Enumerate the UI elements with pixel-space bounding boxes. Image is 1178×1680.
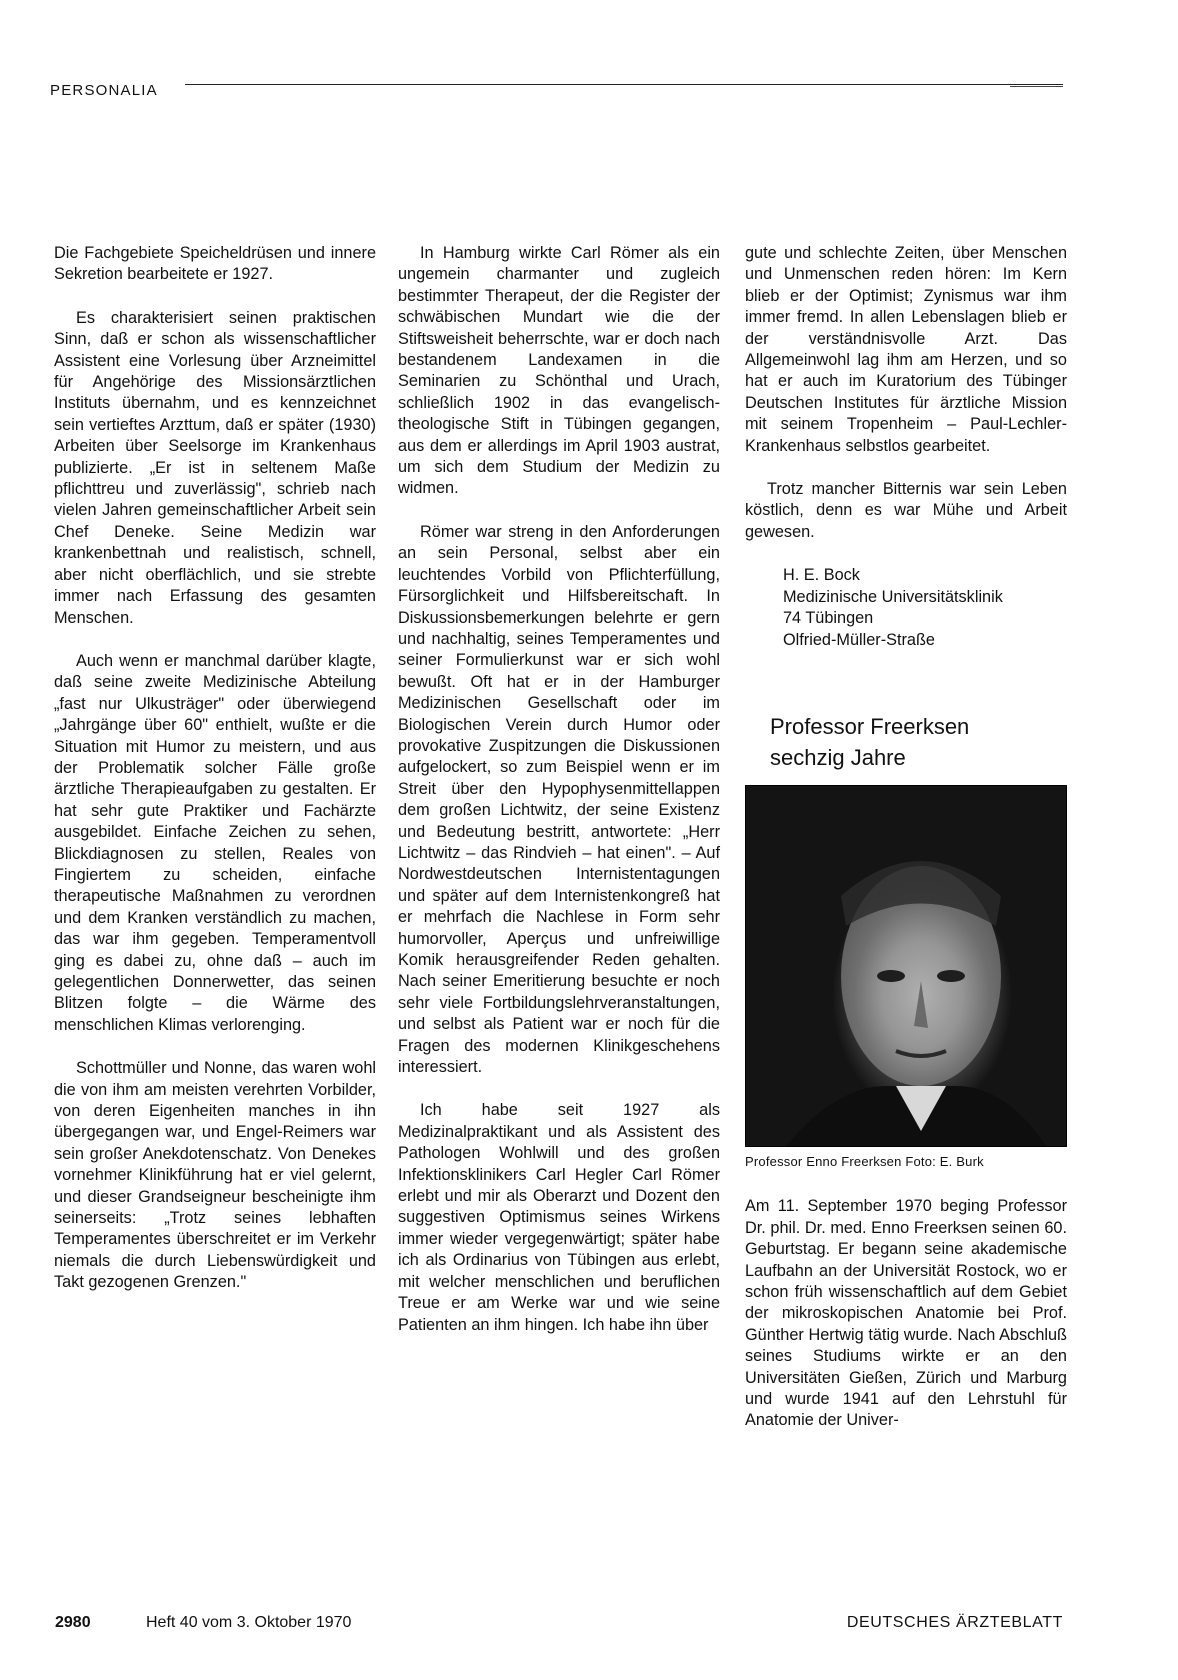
author-institution: Medizinische Universitätsklinik [783, 587, 1003, 606]
issue-info: Heft 40 vom 3. Oktober 1970 [146, 1614, 352, 1631]
portrait-photo [745, 785, 1067, 1147]
paragraph: Auch wenn er manchmal darüber klagte, daß seine zweite Medizinische Abteilung „fast nur Ulkusträger" oder überwiegend „Jahrgänge über 60" enthielt, wußte er die Situation mit Humor zu meistern, und aus der Problematik solcher Fälle große ärztliche Therapieaufgaben zu gestalten. Er hat sehr gute Praktiker und Fachärzte ausgebildet. Einfache Zeichen zu sehen, Blickdiagnosen zu stellen, Reales von Fingiertem zu scheiden, einfache therapeutische Maßnahmen zu verordnen und dem Kranken verständlich zu machen, das war ihm gegeben. Temperamentvoll ging es dabei zu, ohne daß – auch im gelegentlichen Donnerwetter, das seinen Blitzen folgte – die Wärme des menschlichen Klimas verlorenging. [54, 651, 376, 1034]
paragraph: Schottmüller und Nonne, das waren wohl die von ihm am meisten verehrten Vorbilder, von deren Eigenheiten manches in ihn übergegangen war, und Engel-Reimers war sein großer Anekdotenschatz. Von Denekes vornehmer Klinikführung hat er viel gelernt, und dieser Grandseigneur bescheinigte ihm seinerseits: „Trotz seines lebhaften Temperamentes überschreitet er im Verkehr niemals die durch Liebenswürdigkeit und Takt gezogenen Grenzen." [54, 1059, 376, 1292]
paragraph: Römer war streng in den Anforderungen an sein Personal, selbst aber ein leuchtendes Vorbild von Pflichterfüllung, Fürsorglichkeit und Hilfsbereitschaft. In Diskussionsbemerkungen belehrte er gern und nachhaltig, seines Temperamentes und seiner Formulierkunst war er sich wohl bewußt. Oft hat er in der Hamburger Medizinischen Gesellschaft oder im Biologischen Verein durch Humor oder provokative Zuspitzungen die Diskussionen aufgelockert, so zum Beispiel wenn er im Streit über den Hypophysenmittellappen dem großen Lichtwitz, der seine Existenz und Bedeutung bestritt, antwortete: „Herr Lichtwitz – das Rindvieh – hat einen". – Auf Nordwestdeutschen Internistentagungen und später auf dem Internistenkongreß hat er mehrfach die Nachlese in Form sehr humorvoller, Aperçus und unfreiwillige Komik herausgreifender Reden gehalten. Nach seiner Emeritierung besuchte er noch sehr viele Fortbildungslehrveranstaltungen, und selbst als Patient war er noch für die Fragen des modernen Klinikgeschehens interessiert. [398, 522, 720, 1077]
author-name: H. E. Bock [783, 566, 860, 585]
header-rule [185, 84, 1063, 85]
paragraph: Es charakterisiert seinen praktischen Sinn, daß er schon als wissenschaftlicher Assistent eine Vorlesung über Arzneimittel für Angehörige des Missionsärztlichen Instituts übernahm, und es kennzeichnet sein vertieftes Arzttum, daß er später (1930) Arbeiten über Seelsorge im Krankenhaus publizierte. „Er ist in seltenem Maße pflichttreu und zuverlässig", schrieb nach vielen Jahren gemeinschaftlicher Arbeit sein Chef Deneke. Seine Medizin war krankenbettnah und realistisch, schnell, aber nicht oberflächlich, und sie strebte immer nach Erfassung des gesamten Menschen. [54, 308, 376, 627]
journal-name: DEUTSCHES ÄRZTEBLATT [846, 1614, 1063, 1631]
page-number: 2980 [55, 1614, 91, 1631]
column-1 [54, 243, 376, 1316]
portrait-silhouette [746, 786, 1066, 1146]
paragraph: Die Fachgebiete Speicheldrüsen und innere Sekretion bearbeitete er 1927. [54, 244, 376, 284]
author-city: 74 Tübingen [783, 609, 874, 628]
paragraph: Am 11. September 1970 beging Professor Dr. phil. Dr. med. Enno Freerksen seinen 60. Geburtstag. Er begann seine akademische Laufbahn an der Universität Rostock, wo er schon früh wissenschaftlich auf dem Gebiet der mikroskopischen Anatomie bei Prof. Günther Hertwig tätig wurde. Nach Abschluß seines Studiums wirkte er an den Universitäten Gießen, Zürich und Marburg und wurde 1941 auf den Lehrstuhl für Anatomie der Univer- [745, 1197, 1067, 1430]
headline-line-1: Professor Freerksen [770, 713, 970, 739]
paragraph: In Hamburg wirkte Carl Römer als ein ungemein charmanter und zugleich bestimmter Therapeut, der die Register der schwäbischen Mundart wie die der Stiftsweisheit beherrschte, war er doch nach bestandenem Landexamen in die Seminarien zu Schönthal und Urach, schließlich 1902 in das evangelisch-theologische Stift in Tübingen gegangen, aus dem er allerdings im April 1903 austrat, um sich dem Studium der Medizin zu widmen. [398, 244, 720, 498]
header-rule-end [1010, 86, 1063, 87]
headline-line-2: sechzig Jahre [770, 744, 906, 770]
author-street: Olfried-Müller-Straße [783, 630, 935, 649]
author-signature [783, 565, 1067, 651]
article-body [745, 1196, 1067, 1431]
photo-caption: Professor Enno Freerksen Foto: E. Burk [745, 1153, 984, 1169]
article-headline [770, 711, 1067, 773]
paragraph: Trotz mancher Bitternis war sein Leben köstlich, denn es war Mühe und Arbeit gewesen. [745, 480, 1067, 541]
section-label: PERSONALIA [50, 82, 158, 99]
paragraph: gute und schlechte Zeiten, über Menschen und Unmenschen reden hören: Im Kern blieb er der Optimist; Zynismus war ihm immer fremd. In allen Lebenslagen blieb er der verständnisvolle Arzt. Das Allgemeinwohl lag ihm am Herzen, und so hat er auch im Kuratorium des Tübinger Deutschen Institutes für ärztliche Mission mit seinem Tropenheim – Paul-Lechler-Krankenhaus selbstlos gearbeitet. [745, 244, 1067, 455]
column-3 [745, 243, 1067, 1432]
column-2 [398, 243, 720, 1358]
paragraph: Ich habe seit 1927 als Medizinalpraktikant und als Assistent des Pathologen Wohlwill und des großen Infektionsklinikers Carl Hegler Carl Römer erlebt und mir als Oberarzt und Dozent den suggestiven Optimismus seines Wirkens immer wieder vergegenwärtigt; später habe ich als Ordinarius von Tübingen aus erlebt, mit welcher menschlichen und beruflichen Treue er am Werke war und wie seine Patienten an ihm hingen. Ich habe ihn über [398, 1101, 720, 1334]
